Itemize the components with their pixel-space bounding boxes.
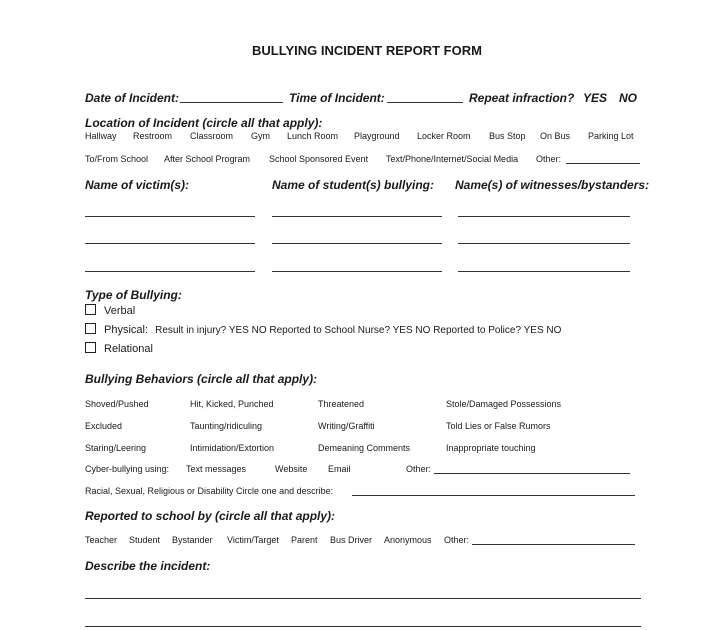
location-bus-stop[interactable]: Bus Stop xyxy=(489,131,526,141)
reported-bus-driver[interactable]: Bus Driver xyxy=(330,535,373,545)
form-title: BULLYING INCIDENT REPORT FORM xyxy=(252,43,482,58)
location-social-media[interactable]: Text/Phone/Internet/Social Media xyxy=(386,154,519,164)
cyber-label: Cyber-bullying using: xyxy=(85,464,170,474)
behavior-touching[interactable]: Inappropriate touching xyxy=(446,443,536,453)
describe-line-2[interactable] xyxy=(85,626,641,627)
describe-line-1[interactable] xyxy=(85,598,641,599)
location-to-from-school[interactable]: To/From School xyxy=(85,154,149,164)
witness-line-2[interactable] xyxy=(458,243,630,244)
location-restroom[interactable]: Restroom xyxy=(133,131,173,141)
behavior-threatened[interactable]: Threatened xyxy=(318,399,365,409)
reported-heading: Reported to school by (circle all that apply): xyxy=(85,509,336,523)
location-lunch-room[interactable]: Lunch Room xyxy=(287,131,339,141)
behavior-lies[interactable]: Told Lies or False Rumors xyxy=(446,421,551,431)
date-field[interactable] xyxy=(180,102,283,103)
type-verbal-row xyxy=(85,304,135,317)
behavior-writing[interactable]: Writing/Graffiti xyxy=(318,421,375,431)
victim-line-1[interactable] xyxy=(85,216,255,217)
type-relational-row xyxy=(85,342,153,355)
repeat-label: Repeat infraction? xyxy=(469,91,575,105)
date-label: Date of Incident: xyxy=(85,91,180,105)
relational-checkbox[interactable] xyxy=(85,342,96,353)
bully-heading: Name of student(s) bullying: xyxy=(272,178,434,192)
repeat-no-option[interactable]: NO xyxy=(619,91,637,105)
behavior-hit[interactable]: Hit, Kicked, Punched xyxy=(190,399,274,409)
location-playground[interactable]: Playground xyxy=(354,131,400,141)
behavior-staring[interactable]: Staring/Leering xyxy=(85,443,147,453)
type-physical-row xyxy=(85,323,561,336)
reported-victim[interactable]: Victim/Target xyxy=(227,535,279,545)
bully-line-2[interactable] xyxy=(272,243,442,244)
victim-line-3[interactable] xyxy=(85,271,255,272)
repeat-yes-option[interactable]: YES xyxy=(583,91,608,105)
cyber-website[interactable]: Website xyxy=(275,464,308,474)
reported-other-field[interactable] xyxy=(472,544,635,545)
reported-parent[interactable]: Parent xyxy=(291,535,318,545)
location-heading: Location of Incident (circle all that apply): xyxy=(85,116,323,130)
cyber-other-field[interactable] xyxy=(434,473,630,474)
physical-checkbox[interactable] xyxy=(85,323,96,334)
reported-teacher[interactable]: Teacher xyxy=(85,535,118,545)
location-after-school[interactable]: After School Program xyxy=(164,154,251,164)
physical-detail: Result in injury? YES NO Reported to School Nurse? YES NO Reported to Police? YES NO xyxy=(155,325,562,336)
location-on-bus[interactable]: On Bus xyxy=(540,131,571,141)
location-gym[interactable]: Gym xyxy=(251,131,270,141)
location-classroom[interactable]: Classroom xyxy=(190,131,234,141)
time-field[interactable] xyxy=(387,102,463,103)
reported-other-label: Other: xyxy=(444,535,470,545)
location-hallway[interactable]: Hallway xyxy=(85,131,117,141)
behavior-excluded[interactable]: Excluded xyxy=(85,421,123,431)
relational-label: Relational xyxy=(104,343,153,355)
bully-line-1[interactable] xyxy=(272,216,442,217)
witness-line-1[interactable] xyxy=(458,216,630,217)
verbal-checkbox[interactable] xyxy=(85,304,96,315)
racial-describe-field[interactable] xyxy=(352,495,635,496)
type-heading: Type of Bullying: xyxy=(85,288,182,302)
location-other-field[interactable] xyxy=(566,163,640,164)
behavior-taunting[interactable]: Taunting/ridiculing xyxy=(190,421,263,431)
reported-anonymous[interactable]: Anonymous xyxy=(384,535,432,545)
victim-heading: Name of victim(s): xyxy=(85,178,190,192)
describe-heading: Describe the incident: xyxy=(85,559,211,573)
location-school-event[interactable]: School Sponsored Event xyxy=(269,154,369,164)
time-label: Time of Incident: xyxy=(289,91,385,105)
witness-line-3[interactable] xyxy=(458,271,630,272)
reported-bystander[interactable]: Bystander xyxy=(172,535,213,545)
location-locker-room[interactable]: Locker Room xyxy=(417,131,471,141)
behaviors-heading: Bullying Behaviors (circle all that apply): xyxy=(85,372,318,386)
cyber-other-label: Other: xyxy=(406,464,432,474)
verbal-label: Verbal xyxy=(104,305,136,317)
cyber-email[interactable]: Email xyxy=(328,464,351,474)
behavior-stole[interactable]: Stole/Damaged Possessions xyxy=(446,399,562,409)
racial-label: Racial, Sexual, Religious or Disability Circle one and describe: xyxy=(85,486,334,496)
location-other-label: Other: xyxy=(536,154,562,164)
behavior-intimidation[interactable]: Intimidation/Extortion xyxy=(190,443,275,453)
witness-heading: Name(s) of witnesses/bystanders: xyxy=(455,178,650,192)
behavior-demeaning[interactable]: Demeaning Comments xyxy=(318,443,411,453)
cyber-text-messages[interactable]: Text messages xyxy=(186,464,247,474)
location-parking-lot[interactable]: Parking Lot xyxy=(588,131,634,141)
behavior-shoved[interactable]: Shoved/Pushed xyxy=(85,399,149,409)
victim-line-2[interactable] xyxy=(85,243,255,244)
bully-line-3[interactable] xyxy=(272,271,442,272)
reported-student[interactable]: Student xyxy=(129,535,161,545)
physical-label: Physical: xyxy=(104,324,149,336)
